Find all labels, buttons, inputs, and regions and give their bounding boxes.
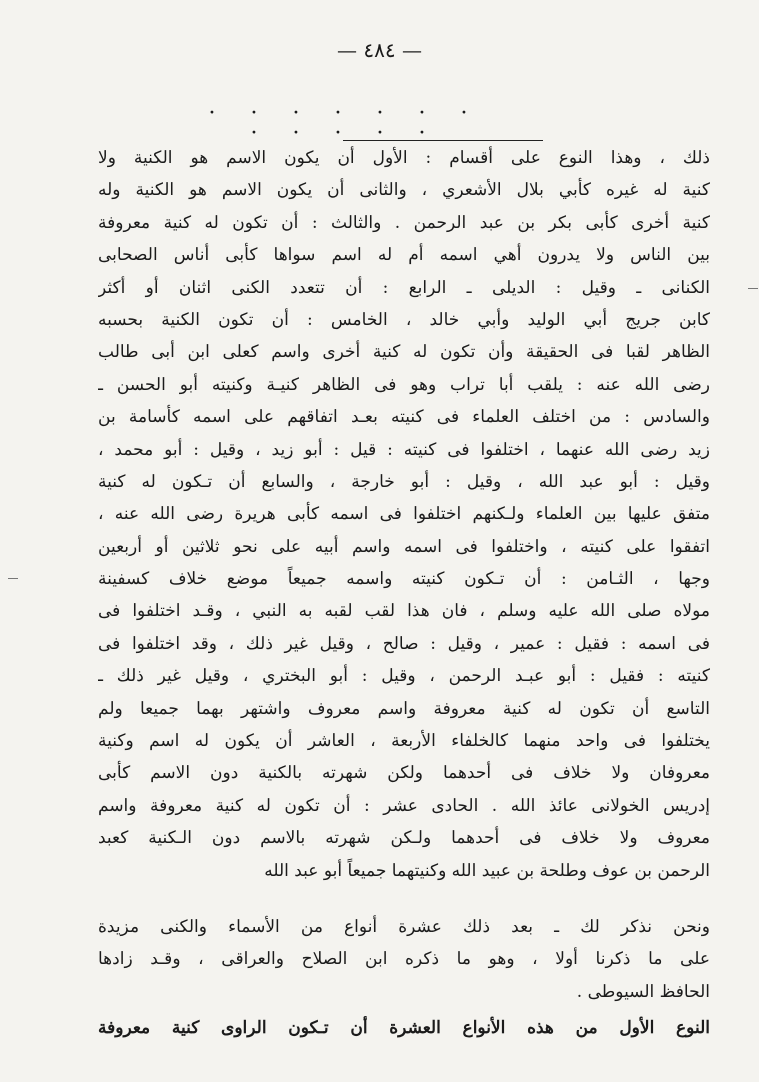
paragraph	[98, 1012, 710, 1044]
text-line: وقيل : أبو عبد الله ، وقيل : أبو خارجة ، والسابع أن تـكون له كنية	[98, 471, 710, 492]
header-rule	[343, 140, 543, 141]
text-line: ونحن نذكر لك ـ بعد ذلك عشرة أنواع من الأسماء والكنى مزيدة	[98, 916, 710, 937]
text-line: مولاه صلى الله عليه وسلم ، فان هذا لقب لقبه به النبي ، وقـد اختلفوا فى	[98, 601, 710, 622]
text-line: فى اسمه : فقيل : عمير ، وقيل : صالح ، وقيل غير ذلك ، وقد اختلفوا فى	[98, 633, 710, 654]
text-line: كنية أخرى كأبى بكر بن عبد الرحمن . والثالث : أن تكون له كنية معروفة	[98, 212, 710, 233]
text-line: معروفان ولا خلاف فى أحدهما ولكن شهرته بالكنية دون الاسم كأبى	[98, 763, 710, 784]
text-line: اتفقوا على كنيته ، واختلفوا فى اسمه واسم أبيه على نحو ثلاثين أو أربعين	[98, 536, 710, 557]
body-text	[98, 142, 710, 1045]
text-line: الكنانى ـ وقيل : الديلى ـ الرابع : أن تتعدد الكنى اثنان أو أكثر	[98, 277, 710, 298]
page-number: — ٤٨٤ —	[337, 38, 422, 62]
text-line: والسادس : من اختلف العلماء فى كنيته بعـد اتفاقهم على اسمه كأسامة بن	[98, 407, 710, 428]
text-line: رضى الله عنه : يلقب أبا تراب وهو فى الظاهر كنيـة وكنيته أبو الحسن ـ	[98, 374, 710, 395]
text-line: كنيته : فقيل : أبو عبـد الرحمن ، وقيل : أبو البختري ، وقيل غير ذلك ـ	[98, 666, 710, 687]
text-line: كنية له غيره كأبي بلال الأشعري ، والثانى أن يكون الاسم هو الكنية وله	[98, 180, 710, 201]
text-line: يختلفوا فى واحد منهما كالخلفاء الأربعة ، العاشر أن يكون له اسم وكنية	[98, 731, 710, 752]
text-line: الحافظ السيوطى .	[576, 981, 710, 1002]
text-line: النوع الأول من هذه الأنواع العشرة أن تـكون الراوى كنية معروفة	[98, 1018, 710, 1039]
text-line: زيد رضى الله عنهما ، اختلفوا فى كنيته : قيل : أبو زيد ، وقيل : أبو محمد ،	[98, 439, 710, 460]
text-line: متفق عليها بين العلماء ولـكنهم اختلفوا فى اسمه كأبى هريرة رضى الله عنه ،	[98, 504, 710, 525]
margin-tick-mark	[8, 578, 18, 579]
text-line: وجها ، الثـامن : أن تـكون كنيته واسمه جميعاً موضع خلاف كسفينة	[98, 569, 710, 590]
text-line: ذلك ، وهذا النوع على أقسام : الأول أن يكون الاسم هو الكنية ولا	[98, 148, 710, 168]
text-line: الظاهر لقبا فى الحقيقة وأن تكون له كنية أخرى واسم كعلى ابن أبى طالب	[98, 342, 710, 363]
text-line: على ما ذكرنا أولا ، وهو ما ذكره ابن الصلاح والعراقى ، وقـد زادها	[98, 949, 710, 970]
text-line: معروف ولا خلاف فى أحدهما ولـكن شهرته بالاسم دون الـكنية كعبد	[98, 828, 710, 849]
margin-tick-mark	[748, 288, 758, 289]
separator-dots: · · · · · · · · · · · ·	[208, 101, 482, 146]
text-line: إدريس الخولانى عائذ الله . الحادى عشر : أن تكون له كنية معروفة واسم	[98, 795, 710, 816]
paragraph-gap	[98, 887, 710, 911]
text-line: التاسع أن تكون له كنية معروفة واسم معروف واشتهر بهما جميعا ولم	[98, 698, 710, 719]
text-line: الرحمن بن عوف وطلحة بن عبيد الله وكنيتهما جميعاً أبو عبد الله	[264, 860, 710, 881]
text-line: كابن جريج أبي الوليد وأبي خالد ، الخامس : أن تكون الكنية بحسبه	[98, 309, 710, 330]
paragraph	[98, 142, 710, 887]
text-line: بين الناس ولا يدرون أهي اسمه أم له اسم سواها كأبى أناس الصحابى	[98, 245, 710, 266]
paragraph	[98, 911, 710, 1008]
